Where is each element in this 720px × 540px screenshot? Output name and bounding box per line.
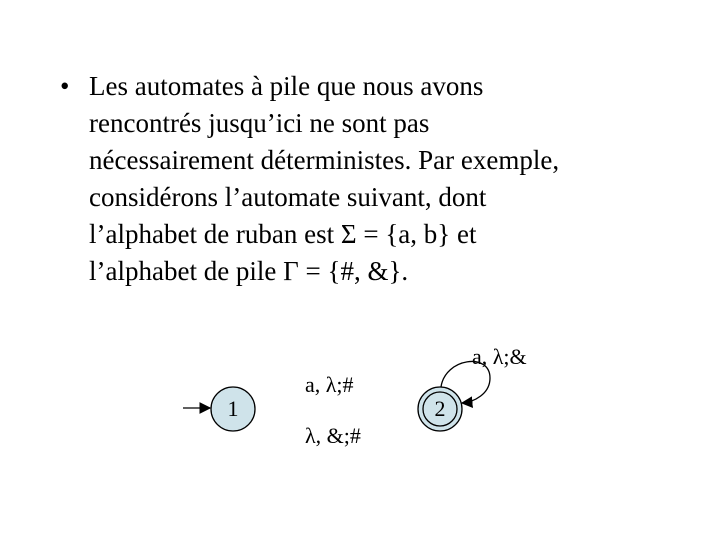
paragraph-line-5: l’alphabet de ruban est Σ = {a, b} et [89,219,477,249]
paragraph-line-3: nécessairement déterministes. Par exemple, [89,145,560,175]
state-1-label: 1 [227,396,239,421]
state-2-label: 2 [434,396,446,421]
paragraph-line-4: considérons l’automate suivant, dont [89,182,487,212]
self-loop-label: a, λ;& [472,344,527,369]
state-1 [211,387,255,431]
state-2 [418,387,462,431]
paragraph-line-1: Les automates à pile que nous avons [89,71,484,101]
transition-label-1: a, λ;# [305,372,354,397]
bullet-symbol: • [60,71,70,101]
paragraph-line-6: l’alphabet de pile Γ = {#, &}. [89,256,409,286]
paragraph-line-2: rencontrés jusqu’ici ne sont pas [89,108,430,138]
transition-label-2: λ, &;# [305,423,361,448]
